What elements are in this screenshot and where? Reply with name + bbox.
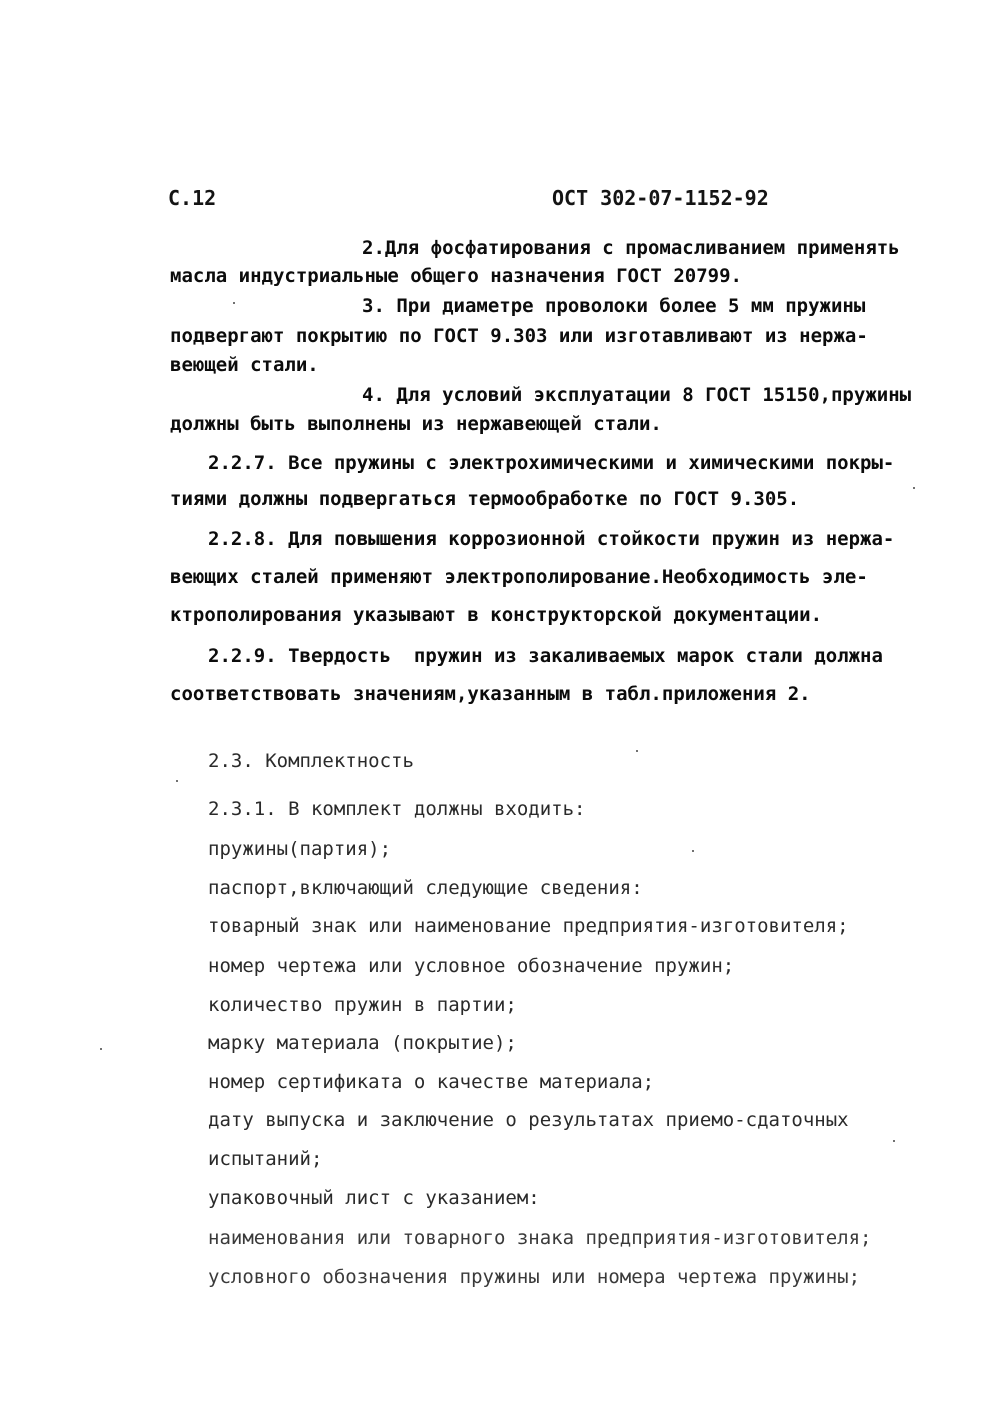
list-item: наименования или товарного знака предприятия-изготовителя; — [208, 1227, 872, 1249]
scan-speck — [176, 780, 178, 782]
note-3-line-2: подвергают покрытию по ГОСТ 9.303 или изготавливают из нержа- — [170, 325, 868, 347]
list-item: условного обозначения пружины или номера чертежа пружины; — [208, 1266, 861, 1288]
clause-2-2-8-line-1: 2.2.8. Для повышения коррозионной стойкости пружин из нержа- — [208, 528, 895, 550]
list-item: пружины(партия); — [208, 838, 392, 860]
note-4-line-1: 4. Для условий эксплуатации 8 ГОСТ 15150,пружины — [362, 384, 912, 406]
section-title: 2.3. Комплектность — [208, 750, 414, 772]
list-item: дату выпуска и заключение о результатах приемо-сдаточных — [208, 1109, 849, 1131]
clause-2-2-9-line-1: 2.2.9. Твердость пружин из закаливаемых марок стали должна — [208, 645, 883, 667]
clause-2-2-7-line-2: тиями должны подвергаться термообработке по ГОСТ 9.305. — [170, 488, 800, 510]
list-item: марку материала (покрытие); — [208, 1032, 517, 1054]
list-item: номер чертежа или условное обозначение пружин; — [208, 955, 735, 977]
scan-speck — [913, 487, 915, 489]
note-4-line-2: должны быть выполнены из нержавеющей стали. — [170, 413, 662, 435]
note-2-line-2: масла индустриальные общего назначения ГОСТ 20799. — [170, 265, 742, 287]
list-item: испытаний; — [208, 1148, 323, 1170]
list-item: количество пружин в партии; — [208, 994, 517, 1016]
scan-speck — [636, 750, 638, 752]
scan-speck — [233, 302, 235, 304]
page-number: С.12 — [168, 186, 217, 210]
note-3-line-3: веющей стали. — [170, 354, 319, 376]
document-code: ОСТ 302-07-1152-92 — [552, 186, 769, 210]
scan-speck — [893, 1140, 895, 1142]
clause-2-2-8-line-3: ктрополирования указывают в конструкторской документации. — [170, 604, 823, 626]
list-item: товарный знак или наименование предприятия-изготовителя; — [208, 915, 849, 937]
list-item: номер сертификата о качестве материала; — [208, 1071, 655, 1093]
note-3-line-1: 3. При диаметре проволоки более 5 мм пружины — [362, 295, 866, 317]
clause-2-2-8-line-2: веющих сталей применяют электрополирование.Необходимость эле- — [170, 566, 868, 588]
scan-speck — [100, 1048, 102, 1050]
clause-2-2-9-line-2: соответствовать значениям,указанным в табл.приложения 2. — [170, 683, 811, 705]
list-item: упаковочный лист с указанием: — [208, 1187, 540, 1209]
list-item: паспорт,включающий следующие сведения: — [208, 877, 643, 899]
clause-2-2-7-line-1: 2.2.7. Все пружины с электрохимическими и химическими покры- — [208, 452, 895, 474]
note-2-line-1: 2.Для фосфатирования с промасливанием применять — [362, 237, 900, 259]
scan-speck — [692, 850, 694, 852]
section-intro: 2.3.1. В комплект должны входить: — [208, 798, 586, 820]
